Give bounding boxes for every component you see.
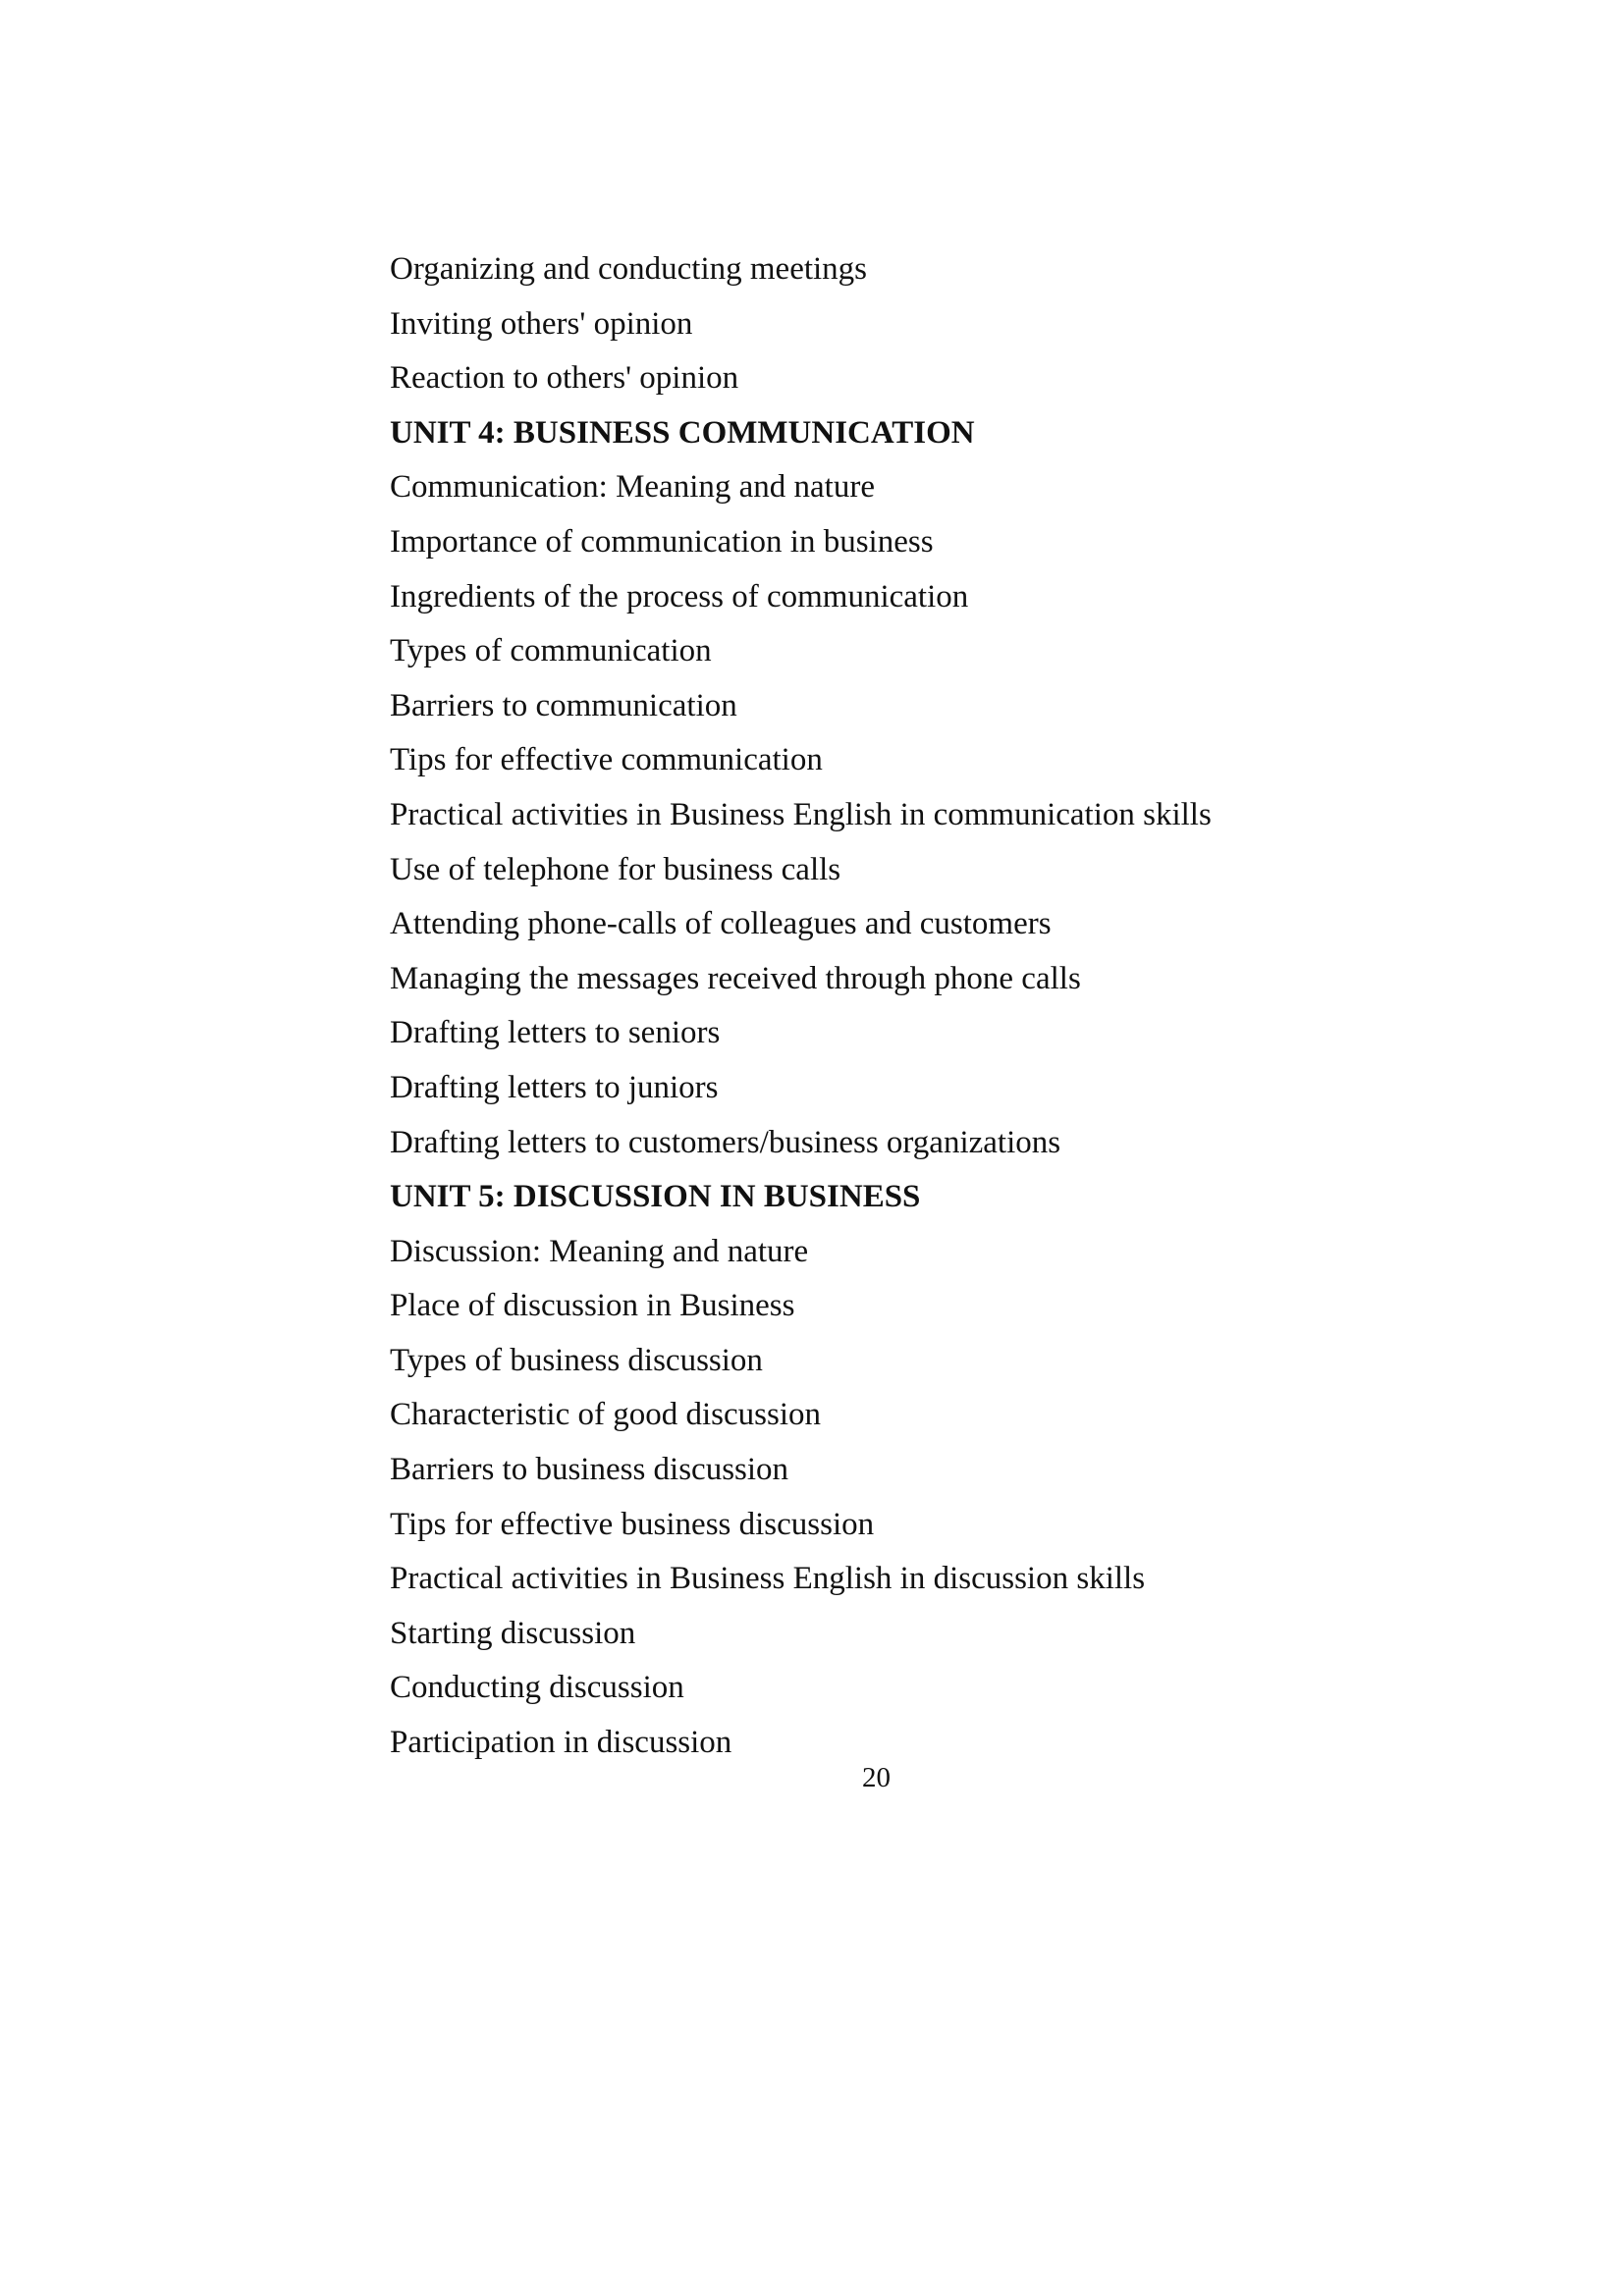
syllabus-item: Organizing and conducting meetings — [390, 251, 868, 287]
syllabus-item: Conducting discussion — [390, 1670, 684, 1706]
page-number: 20 — [862, 1762, 891, 1793]
syllabus-item: Starting discussion — [390, 1615, 636, 1651]
syllabus-item: Tips for effective communication — [390, 742, 823, 778]
syllabus-item: Barriers to communication — [390, 687, 737, 723]
syllabus-item: Participation in discussion — [390, 1725, 732, 1761]
syllabus-item: Practical activities in Business English in discussion skills — [390, 1561, 1146, 1597]
syllabus-item: Communication: Meaning and nature — [390, 469, 875, 506]
syllabus-item: Managing the messages received through phone calls — [390, 960, 1081, 996]
unit-heading: UNIT 4: BUSINESS COMMUNICATION — [390, 414, 975, 451]
syllabus-item: Characteristic of good discussion — [390, 1397, 821, 1433]
syllabus-content — [390, 242, 1372, 1771]
syllabus-item: Drafting letters to customers/business organizations — [390, 1124, 1061, 1160]
syllabus-item: Importance of communication in business — [390, 523, 934, 560]
syllabus-item: Reaction to others' opinion — [390, 360, 739, 397]
syllabus-item: Types of communication — [390, 633, 712, 669]
syllabus-item: Barriers to business discussion — [390, 1452, 789, 1488]
syllabus-item: Types of business discussion — [390, 1342, 763, 1378]
syllabus-item: Practical activities in Business English in communication skills — [390, 796, 1212, 832]
syllabus-item: Discussion: Meaning and nature — [390, 1233, 809, 1269]
syllabus-item: Drafting letters to juniors — [390, 1069, 719, 1105]
syllabus-item: Tips for effective business discussion — [390, 1506, 875, 1542]
syllabus-item: Place of discussion in Business — [390, 1288, 795, 1324]
syllabus-item: Attending phone-calls of colleagues and customers — [390, 906, 1052, 942]
syllabus-item: Ingredients of the process of communication — [390, 578, 969, 614]
syllabus-item: Inviting others' opinion — [390, 305, 693, 342]
unit-heading: UNIT 5: DISCUSSION IN BUSINESS — [390, 1179, 921, 1215]
syllabus-item: Use of telephone for business calls — [390, 851, 841, 887]
syllabus-item: Drafting letters to seniors — [390, 1015, 721, 1051]
